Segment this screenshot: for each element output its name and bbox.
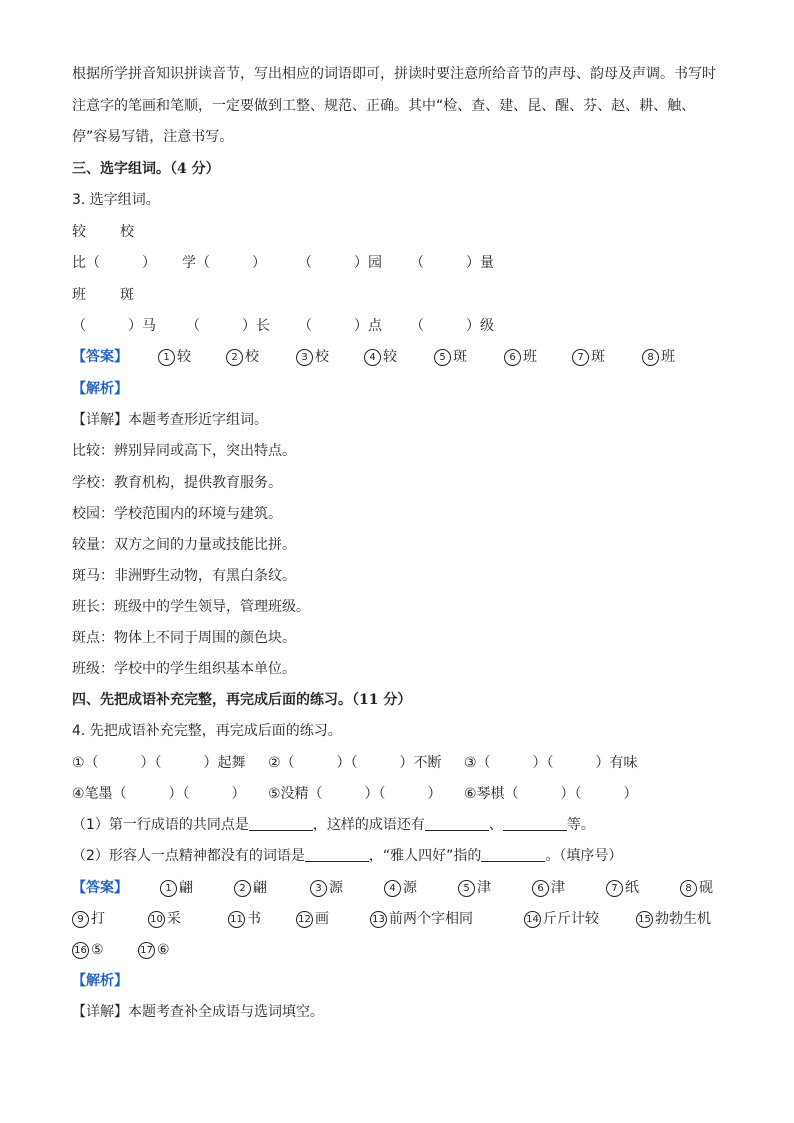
answer-item: 6 班 <box>504 347 537 367</box>
sub-question-2: （2）形容人一点精神都没有的词语是 ，“雅人四好”指的 。（填序号） <box>72 848 623 864</box>
answer-item: 1 翩 <box>160 878 193 898</box>
answer-item: 16 ⑤ <box>72 940 104 960</box>
answer-item: 7 斑 <box>572 347 605 367</box>
char-option: 斑 <box>120 287 134 303</box>
answer-item: 5 斑 <box>434 347 467 367</box>
question-3: 3. 选字组词。 <box>72 192 160 208</box>
intro-line-2: 注意字的笔画和笔顺，一定要做到工整、规范、正确。其中“检、查、建、昆、醒、芬、赵、耕、触、 <box>72 98 696 114</box>
detail-line: 【详解】本题考查补全成语与选词填空。 <box>72 1004 324 1020</box>
answer-tag: 【答案】 <box>72 880 128 896</box>
answer-blank[interactable] <box>481 847 545 862</box>
answer-item: 2 翩 <box>234 878 267 898</box>
answer-blank[interactable] <box>503 816 567 831</box>
idiom-item: ③（ ）（ ）有味 <box>464 755 638 771</box>
section-4-heading: 四、先把成语补充完整，再完成后面的练习。（11 分） <box>72 692 412 708</box>
answer-item: 13 前两个字相同 <box>370 909 473 929</box>
idiom-item: ⑤没精（ ）（ ） <box>268 786 442 802</box>
detail-line: 【详解】本题考查形近字组词。 <box>72 412 268 428</box>
answer-item: 5 津 <box>458 878 491 898</box>
answer-item: 9 打 <box>72 909 105 929</box>
answer-item: 3 校 <box>296 347 329 367</box>
explanation-line: 斑点：物体上不同于周围的颜色块。 <box>72 630 296 646</box>
answer-blank[interactable] <box>249 816 313 831</box>
answer-item: 15 勃勃生机 <box>636 909 711 929</box>
blank-item: （ ）园 <box>298 255 382 271</box>
idiom-item: ②（ ）（ ）不断 <box>268 755 442 771</box>
answer-tag: 【答案】 <box>72 349 128 365</box>
blank-item: （ ）级 <box>410 318 494 334</box>
answer-item: 8 砚 <box>680 878 713 898</box>
blank-item: （ ）点 <box>298 318 382 334</box>
answer-item: 3 源 <box>310 878 343 898</box>
explanation-line: 斑马：非洲野生动物，有黑白条纹。 <box>72 568 296 584</box>
explanation-line: 班级：学校中的学生组织基本单位。 <box>72 661 296 677</box>
answer-item: 12 画 <box>296 909 329 929</box>
explanation-line: 较量：双方之间的力量或技能比拼。 <box>72 537 296 553</box>
blank-item: （ ）长 <box>186 318 270 334</box>
analysis-tag: 【解析】 <box>72 973 128 989</box>
answer-blank[interactable] <box>305 847 369 862</box>
blank-item: （ ）马 <box>72 318 156 334</box>
answer-item: 1 较 <box>158 347 191 367</box>
answer-item: 7 纸 <box>606 878 639 898</box>
idiom-item: ①（ ）（ ）起舞 <box>72 755 246 771</box>
sub-question-1: （1）第一行成语的共同点是 ，这样的成语还有 、 等。 <box>72 817 595 833</box>
answer-item: 2 校 <box>226 347 259 367</box>
answer-item: 4 源 <box>384 878 417 898</box>
answer-blank[interactable] <box>425 816 489 831</box>
explanation-line: 比较：辨别异同或高下，突出特点。 <box>72 443 296 459</box>
analysis-tag: 【解析】 <box>72 381 128 397</box>
explanation-line: 班长：班级中的学生领导，管理班级。 <box>72 599 310 615</box>
blank-item: （ ）量 <box>410 255 494 271</box>
char-option: 较 <box>72 224 86 240</box>
answer-item: 4 较 <box>364 347 397 367</box>
answer-item: 11 书 <box>228 909 261 929</box>
char-option: 校 <box>120 224 134 240</box>
blank-item: 学（ ） <box>182 255 266 271</box>
answer-item: 8 班 <box>642 347 675 367</box>
answer-item: 10 采 <box>148 909 181 929</box>
answer-item: 14 斤斤计较 <box>524 909 599 929</box>
intro-line-1: 根据所学拼音知识拼读音节，写出相应的词语即可，拼读时要注意所给音节的声母、韵母及声调。书写时 <box>72 66 716 82</box>
idiom-item: ④笔墨（ ）（ ） <box>72 786 246 802</box>
char-option: 班 <box>72 287 86 303</box>
answer-item: 6 津 <box>532 878 565 898</box>
explanation-line: 校园：学校范围内的环境与建筑。 <box>72 506 282 522</box>
question-4: 4. 先把成语补充完整，再完成后面的练习。 <box>72 723 342 739</box>
idiom-item: ⑥琴棋（ ）（ ） <box>464 786 638 802</box>
blank-item: 比（ ） <box>72 255 156 271</box>
intro-line-3: 停”容易写错，注意书写。 <box>72 129 234 145</box>
section-3-heading: 三、选字组词。（4 分） <box>72 161 220 177</box>
explanation-line: 学校：教育机构，提供教育服务。 <box>72 475 282 491</box>
answer-item: 17 ⑥ <box>138 940 170 960</box>
